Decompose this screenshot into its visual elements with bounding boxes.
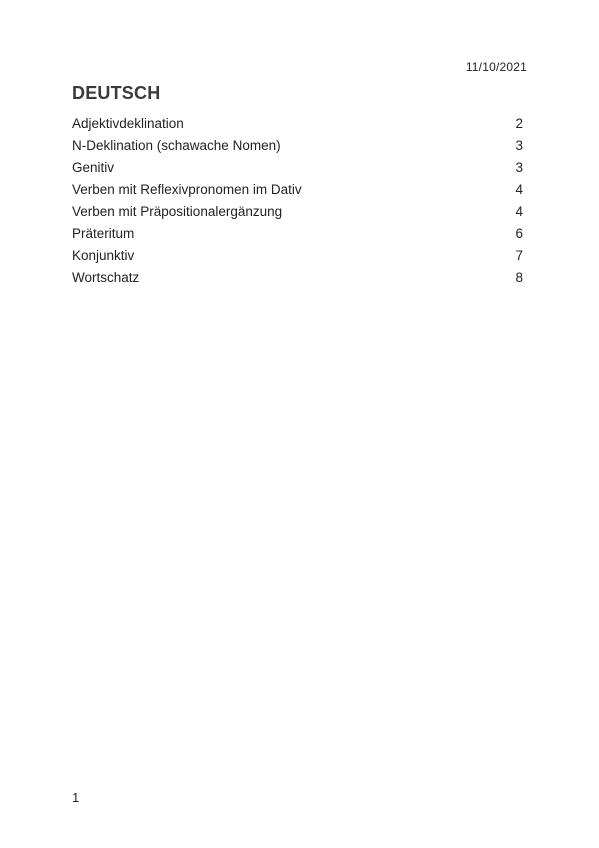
toc-entry[interactable]	[72, 246, 523, 268]
toc-entry-label: Wortschatz	[72, 270, 140, 285]
toc-entry-label: Genitiv	[72, 160, 115, 175]
toc-entry[interactable]	[72, 224, 523, 246]
toc-entry-page: 3	[515, 138, 523, 153]
toc-entry-label: Verben mit Reflexivpronomen im Dativ	[72, 182, 302, 197]
toc-entry[interactable]	[72, 136, 523, 158]
toc-entry-page: 7	[515, 248, 523, 263]
toc-entry[interactable]	[72, 114, 523, 136]
toc-entry-label: Verben mit Präpositionalergänzung	[72, 204, 283, 219]
page-number: 1	[72, 790, 80, 805]
toc-entry-page: 6	[515, 226, 523, 241]
toc-entry[interactable]	[72, 180, 523, 202]
toc-entry-page: 8	[515, 270, 523, 285]
toc-entry-page: 4	[515, 182, 523, 197]
toc-entry[interactable]	[72, 268, 523, 290]
table-of-contents	[72, 114, 523, 290]
toc-entry-label: Präteritum	[72, 226, 135, 241]
toc-entry-label: N-Deklination (schawache Nomen)	[72, 138, 281, 153]
document-title: DEUTSCH	[72, 83, 161, 103]
toc-entry-label: Konjunktiv	[72, 248, 135, 263]
header-date: 11/10/2021	[465, 60, 527, 74]
toc-entry-page: 3	[515, 160, 523, 175]
toc-entry-page: 2	[515, 116, 523, 131]
toc-entry-label: Adjektivdeklination	[72, 116, 184, 131]
toc-entry-page: 4	[515, 204, 523, 219]
toc-entry[interactable]	[72, 202, 523, 224]
toc-entry[interactable]	[72, 158, 523, 180]
